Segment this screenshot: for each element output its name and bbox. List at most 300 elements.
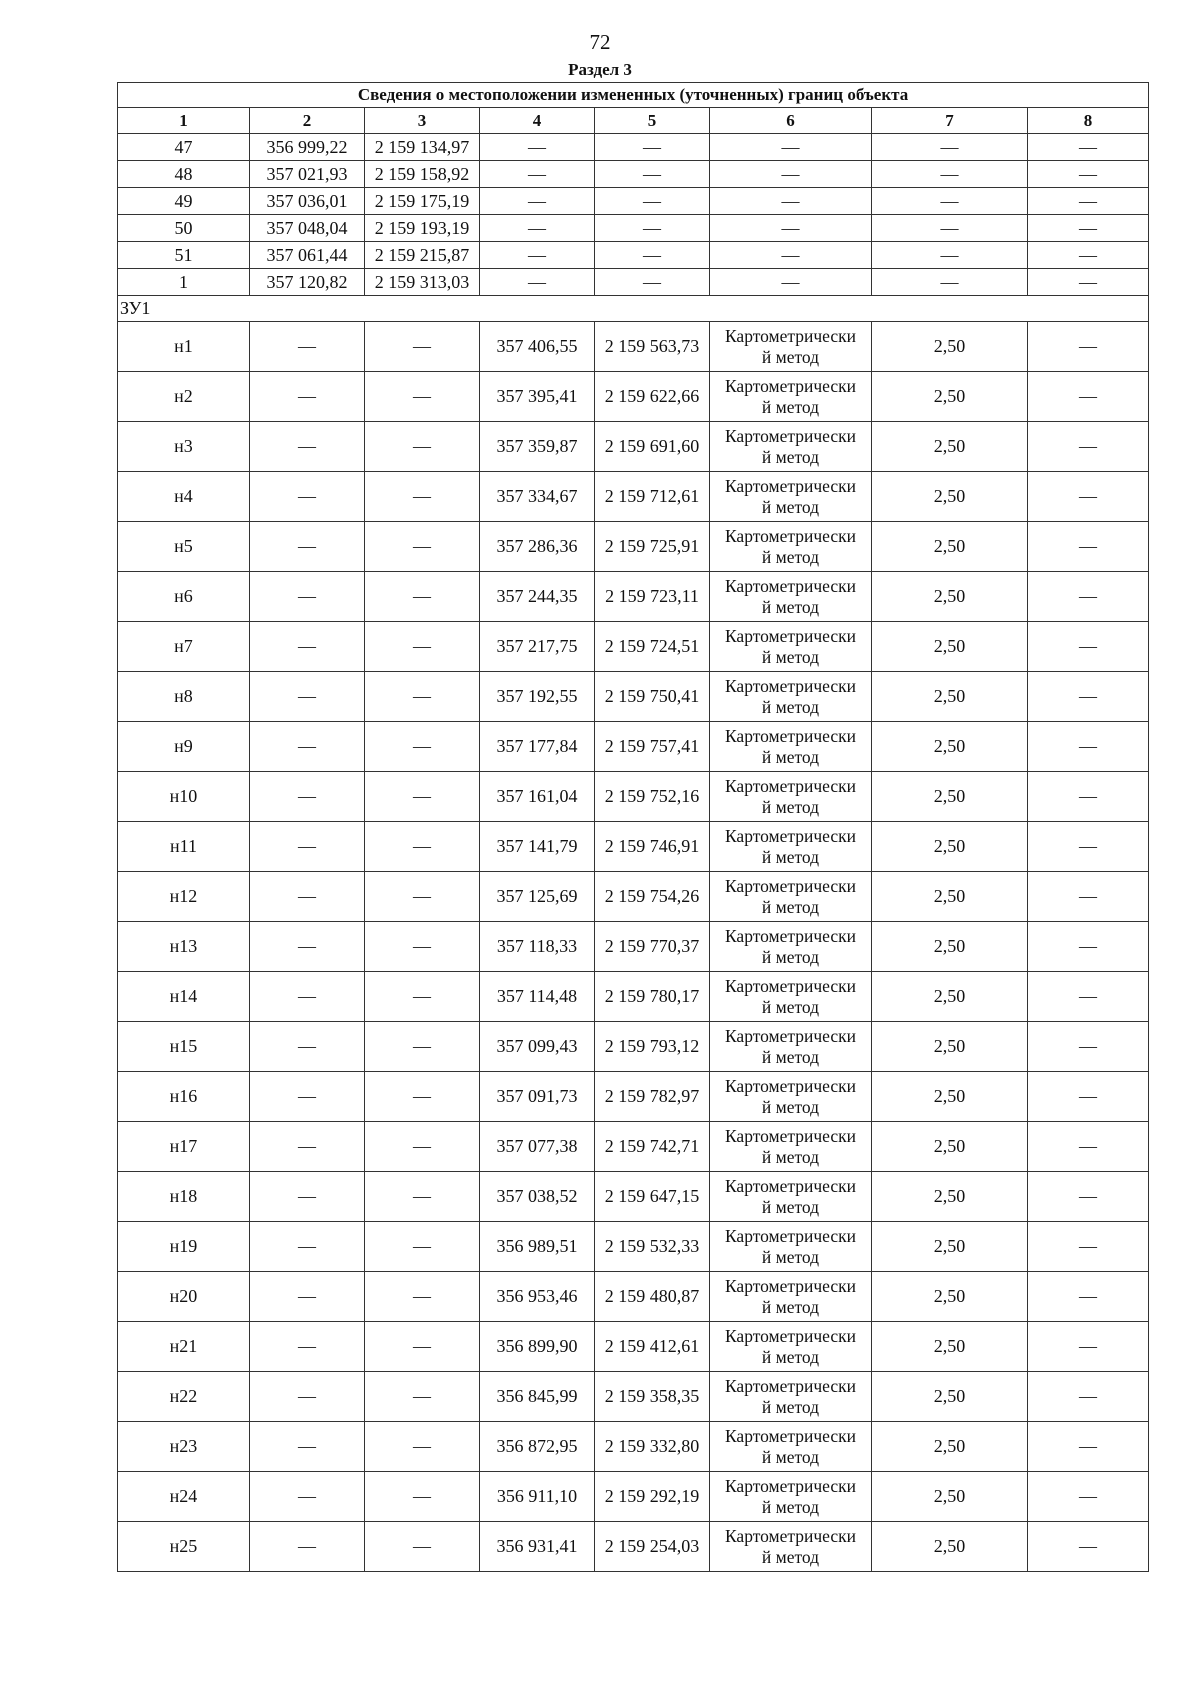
column-number: 1 [118, 108, 250, 134]
description: — [1028, 269, 1149, 296]
method-line: й метод [761, 796, 820, 817]
method [710, 1472, 872, 1522]
precision: — [872, 242, 1028, 269]
description: — [1028, 522, 1149, 572]
method [710, 472, 872, 522]
method: — [710, 161, 872, 188]
new-y-coordinate: 2 159 780,17 [595, 972, 710, 1022]
new-y-coordinate: 2 159 691,60 [595, 422, 710, 472]
point-id: н5 [118, 522, 250, 572]
new-y-coordinate: 2 159 480,87 [595, 1272, 710, 1322]
table-row [118, 1222, 1149, 1272]
precision: — [872, 269, 1028, 296]
method: — [710, 215, 872, 242]
precision: 2,50 [872, 1172, 1028, 1222]
precision: 2,50 [872, 572, 1028, 622]
precision: 2,50 [872, 522, 1028, 572]
old-x-coordinate: — [250, 1372, 365, 1422]
point-id: 48 [118, 161, 250, 188]
column-number: 2 [250, 108, 365, 134]
old-y-coordinate: 2 159 215,87 [365, 242, 480, 269]
new-y-coordinate: 2 159 358,35 [595, 1372, 710, 1422]
old-x-coordinate: 357 036,01 [250, 188, 365, 215]
old-x-coordinate: — [250, 1172, 365, 1222]
group-label: ЗУ1 [118, 296, 1149, 322]
method-line: й метод [761, 446, 820, 467]
description: — [1028, 472, 1149, 522]
old-y-coordinate: — [365, 872, 480, 922]
column-number: 3 [365, 108, 480, 134]
new-y-coordinate: 2 159 757,41 [595, 722, 710, 772]
table-row [118, 972, 1149, 1022]
description: — [1028, 1022, 1149, 1072]
column-number: 4 [480, 108, 595, 134]
point-id: н18 [118, 1172, 250, 1222]
new-x-coordinate: 357 217,75 [480, 622, 595, 672]
old-x-coordinate: — [250, 1272, 365, 1322]
precision: 2,50 [872, 622, 1028, 672]
new-x-coordinate: 357 161,04 [480, 772, 595, 822]
description: — [1028, 1422, 1149, 1472]
new-y-coordinate: 2 159 750,41 [595, 672, 710, 722]
method-line: Картометрически [724, 1275, 857, 1296]
precision: 2,50 [872, 1372, 1028, 1422]
description: — [1028, 1372, 1149, 1422]
description: — [1028, 372, 1149, 422]
old-y-coordinate: 2 159 175,19 [365, 188, 480, 215]
point-id: н20 [118, 1272, 250, 1322]
coordinates-table [117, 82, 1149, 1572]
point-id: н21 [118, 1322, 250, 1372]
new-y-coordinate: — [595, 134, 710, 161]
method-line: й метод [761, 1296, 820, 1317]
method-line: Картометрически [724, 1325, 857, 1346]
new-x-coordinate: 356 899,90 [480, 1322, 595, 1372]
table-row [118, 188, 1149, 215]
precision: 2,50 [872, 472, 1028, 522]
old-x-coordinate: — [250, 1022, 365, 1072]
point-id: н10 [118, 772, 250, 822]
point-id: н11 [118, 822, 250, 872]
precision: 2,50 [872, 1472, 1028, 1522]
precision: 2,50 [872, 822, 1028, 872]
old-y-coordinate: — [365, 722, 480, 772]
old-x-coordinate: — [250, 1072, 365, 1122]
precision: 2,50 [872, 1272, 1028, 1322]
table-body [118, 83, 1149, 1572]
precision: 2,50 [872, 672, 1028, 722]
precision: 2,50 [872, 1122, 1028, 1172]
description: — [1028, 872, 1149, 922]
column-number: 5 [595, 108, 710, 134]
new-x-coordinate: 356 872,95 [480, 1422, 595, 1472]
table-row [118, 772, 1149, 822]
new-x-coordinate: — [480, 242, 595, 269]
new-x-coordinate: 357 192,55 [480, 672, 595, 722]
column-number: 6 [710, 108, 872, 134]
old-x-coordinate: — [250, 822, 365, 872]
old-y-coordinate: — [365, 822, 480, 872]
point-id: 47 [118, 134, 250, 161]
table-caption: Сведения о местоположении измененных (уточненных) границ объекта [118, 83, 1149, 108]
old-y-coordinate: — [365, 322, 480, 372]
old-x-coordinate: — [250, 772, 365, 822]
method [710, 622, 872, 672]
description: — [1028, 1172, 1149, 1222]
old-y-coordinate: 2 159 134,97 [365, 134, 480, 161]
old-y-coordinate: 2 159 193,19 [365, 215, 480, 242]
method-line: Картометрически [724, 1125, 857, 1146]
old-x-coordinate: — [250, 322, 365, 372]
table-row [118, 1372, 1149, 1422]
description: — [1028, 722, 1149, 772]
old-y-coordinate: — [365, 772, 480, 822]
method-line: Картометрически [724, 625, 857, 646]
new-x-coordinate: 357 125,69 [480, 872, 595, 922]
method-line: й метод [761, 746, 820, 767]
method-line: й метод [761, 546, 820, 567]
method-line: й метод [761, 946, 820, 967]
table-row [118, 1522, 1149, 1572]
method-line: Картометрически [724, 1025, 857, 1046]
point-id: н16 [118, 1072, 250, 1122]
precision: 2,50 [872, 1422, 1028, 1472]
new-y-coordinate: 2 159 563,73 [595, 322, 710, 372]
precision: — [872, 215, 1028, 242]
old-y-coordinate: — [365, 472, 480, 522]
old-x-coordinate: — [250, 972, 365, 1022]
old-y-coordinate: — [365, 1022, 480, 1072]
method-line: Картометрически [724, 725, 857, 746]
precision: 2,50 [872, 372, 1028, 422]
new-y-coordinate: 2 159 752,16 [595, 772, 710, 822]
method [710, 672, 872, 722]
new-x-coordinate: 357 038,52 [480, 1172, 595, 1222]
method-line: Картометрически [724, 875, 857, 896]
old-x-coordinate: — [250, 372, 365, 422]
old-y-coordinate: — [365, 372, 480, 422]
table-row [118, 1172, 1149, 1222]
new-x-coordinate: — [480, 215, 595, 242]
new-y-coordinate: — [595, 242, 710, 269]
old-x-coordinate: — [250, 522, 365, 572]
page-number: 72 [589, 30, 611, 54]
method-line: Картометрически [724, 1075, 857, 1096]
new-y-coordinate: — [595, 269, 710, 296]
table-caption-row [118, 83, 1149, 108]
method [710, 422, 872, 472]
point-id: н24 [118, 1472, 250, 1522]
old-y-coordinate: — [365, 922, 480, 972]
precision: 2,50 [872, 1022, 1028, 1072]
description: — [1028, 822, 1149, 872]
description: — [1028, 1522, 1149, 1572]
old-y-coordinate: — [365, 1272, 480, 1322]
method: — [710, 242, 872, 269]
old-y-coordinate: — [365, 1172, 480, 1222]
method-line: Картометрически [724, 775, 857, 796]
new-x-coordinate: — [480, 161, 595, 188]
method-line: Картометрически [724, 475, 857, 496]
table-row [118, 872, 1149, 922]
point-id: н22 [118, 1372, 250, 1422]
method [710, 1172, 872, 1222]
precision: — [872, 161, 1028, 188]
table-row [118, 1322, 1149, 1372]
method-line: й метод [761, 696, 820, 717]
table-row [118, 1122, 1149, 1172]
description: — [1028, 672, 1149, 722]
table-row [118, 372, 1149, 422]
new-y-coordinate: 2 159 724,51 [595, 622, 710, 672]
table-row [118, 1072, 1149, 1122]
method-line: Картометрически [724, 575, 857, 596]
description: — [1028, 572, 1149, 622]
method-line: й метод [761, 1096, 820, 1117]
method-line: й метод [761, 1496, 820, 1517]
point-id: н25 [118, 1522, 250, 1572]
column-number-row [118, 108, 1149, 134]
precision: 2,50 [872, 722, 1028, 772]
method [710, 1422, 872, 1472]
table-row [118, 134, 1149, 161]
table-row [118, 1022, 1149, 1072]
new-x-coordinate: 356 989,51 [480, 1222, 595, 1272]
table-row [118, 1422, 1149, 1472]
method-line: Картометрически [724, 525, 857, 546]
table-row [118, 322, 1149, 372]
point-id: 51 [118, 242, 250, 269]
description: — [1028, 1122, 1149, 1172]
old-x-coordinate: — [250, 422, 365, 472]
method-line: й метод [761, 1446, 820, 1467]
precision: 2,50 [872, 972, 1028, 1022]
method [710, 1222, 872, 1272]
new-x-coordinate: — [480, 269, 595, 296]
description: — [1028, 215, 1149, 242]
method [710, 922, 872, 972]
new-y-coordinate: 2 159 622,66 [595, 372, 710, 422]
old-x-coordinate: — [250, 472, 365, 522]
table-row [118, 922, 1149, 972]
point-id: 1 [118, 269, 250, 296]
new-y-coordinate: 2 159 770,37 [595, 922, 710, 972]
old-x-coordinate: 357 061,44 [250, 242, 365, 269]
method-line: й метод [761, 1046, 820, 1067]
method-line: Картометрически [724, 925, 857, 946]
point-id: н14 [118, 972, 250, 1022]
method-line: й метод [761, 1146, 820, 1167]
method [710, 1122, 872, 1172]
old-x-coordinate: — [250, 1322, 365, 1372]
column-number: 8 [1028, 108, 1149, 134]
description: — [1028, 1222, 1149, 1272]
description: — [1028, 622, 1149, 672]
method-line: й метод [761, 1196, 820, 1217]
old-x-coordinate: — [250, 572, 365, 622]
method-line: Картометрически [724, 1225, 857, 1246]
old-y-coordinate: — [365, 572, 480, 622]
point-id: н4 [118, 472, 250, 522]
old-y-coordinate: — [365, 1522, 480, 1572]
point-id: н2 [118, 372, 250, 422]
old-x-coordinate: — [250, 1522, 365, 1572]
method [710, 772, 872, 822]
point-id: н23 [118, 1422, 250, 1472]
point-id: н3 [118, 422, 250, 472]
old-y-coordinate: — [365, 1072, 480, 1122]
old-y-coordinate: 2 159 158,92 [365, 161, 480, 188]
new-y-coordinate: 2 159 742,71 [595, 1122, 710, 1172]
old-y-coordinate: — [365, 522, 480, 572]
method: — [710, 134, 872, 161]
new-x-coordinate: 356 953,46 [480, 1272, 595, 1322]
method [710, 322, 872, 372]
point-id: н15 [118, 1022, 250, 1072]
method-line: Картометрически [724, 325, 857, 346]
column-number: 7 [872, 108, 1028, 134]
old-y-coordinate: 2 159 313,03 [365, 269, 480, 296]
new-x-coordinate: 357 091,73 [480, 1072, 595, 1122]
table-row [118, 472, 1149, 522]
new-y-coordinate: 2 159 292,19 [595, 1472, 710, 1522]
method [710, 572, 872, 622]
method-line: й метод [761, 646, 820, 667]
method-line: Картометрически [724, 975, 857, 996]
method [710, 1322, 872, 1372]
method: — [710, 188, 872, 215]
table-row [118, 161, 1149, 188]
method-line: й метод [761, 1396, 820, 1417]
old-y-coordinate: — [365, 622, 480, 672]
description: — [1028, 1322, 1149, 1372]
old-x-coordinate: 357 048,04 [250, 215, 365, 242]
new-x-coordinate: — [480, 134, 595, 161]
precision: — [872, 188, 1028, 215]
new-y-coordinate: 2 159 254,03 [595, 1522, 710, 1572]
group-row [118, 296, 1149, 322]
point-id: н7 [118, 622, 250, 672]
method-line: й метод [761, 1546, 820, 1567]
method-line: Картометрически [724, 1175, 857, 1196]
point-id: н6 [118, 572, 250, 622]
new-y-coordinate: 2 159 746,91 [595, 822, 710, 872]
new-y-coordinate: 2 159 647,15 [595, 1172, 710, 1222]
description: — [1028, 972, 1149, 1022]
method-line: й метод [761, 1346, 820, 1367]
description: — [1028, 242, 1149, 269]
precision: — [872, 134, 1028, 161]
new-y-coordinate: 2 159 793,12 [595, 1022, 710, 1072]
table-row [118, 622, 1149, 672]
description: — [1028, 1072, 1149, 1122]
method-line: Картометрически [724, 1375, 857, 1396]
old-y-coordinate: — [365, 1372, 480, 1422]
description: — [1028, 772, 1149, 822]
old-x-coordinate: — [250, 922, 365, 972]
new-y-coordinate: 2 159 712,61 [595, 472, 710, 522]
new-y-coordinate: 2 159 532,33 [595, 1222, 710, 1272]
point-id: н19 [118, 1222, 250, 1272]
table-row [118, 422, 1149, 472]
precision: 2,50 [872, 1322, 1028, 1372]
method-line: Картометрически [724, 675, 857, 696]
table-row [118, 522, 1149, 572]
method [710, 522, 872, 572]
method [710, 872, 872, 922]
table-row [118, 822, 1149, 872]
precision: 2,50 [872, 1072, 1028, 1122]
new-y-coordinate: 2 159 412,61 [595, 1322, 710, 1372]
point-id: н17 [118, 1122, 250, 1172]
old-x-coordinate: — [250, 1472, 365, 1522]
old-x-coordinate: 357 120,82 [250, 269, 365, 296]
section-title: Раздел 3 [568, 60, 632, 79]
description: — [1028, 422, 1149, 472]
new-x-coordinate: 357 177,84 [480, 722, 595, 772]
table-row [118, 1472, 1149, 1522]
precision: 2,50 [872, 772, 1028, 822]
old-x-coordinate: — [250, 1422, 365, 1472]
old-x-coordinate: — [250, 722, 365, 772]
method-line: Картометрически [724, 825, 857, 846]
new-x-coordinate: 357 406,55 [480, 322, 595, 372]
method-line: Картометрически [724, 425, 857, 446]
table-row [118, 242, 1149, 269]
method-line: й метод [761, 1246, 820, 1267]
method: — [710, 269, 872, 296]
new-y-coordinate: 2 159 782,97 [595, 1072, 710, 1122]
new-x-coordinate: 357 077,38 [480, 1122, 595, 1172]
precision: 2,50 [872, 422, 1028, 472]
method [710, 1272, 872, 1322]
old-y-coordinate: — [365, 1472, 480, 1522]
method-line: Картометрически [724, 1475, 857, 1496]
new-x-coordinate: 357 244,35 [480, 572, 595, 622]
point-id: н12 [118, 872, 250, 922]
old-y-coordinate: — [365, 972, 480, 1022]
old-x-coordinate: — [250, 1222, 365, 1272]
old-y-coordinate: — [365, 1322, 480, 1372]
method [710, 822, 872, 872]
point-id: н9 [118, 722, 250, 772]
method [710, 1372, 872, 1422]
new-x-coordinate: 357 141,79 [480, 822, 595, 872]
method [710, 1522, 872, 1572]
new-y-coordinate: 2 159 754,26 [595, 872, 710, 922]
precision: 2,50 [872, 922, 1028, 972]
precision: 2,50 [872, 322, 1028, 372]
description: — [1028, 1472, 1149, 1522]
description: — [1028, 322, 1149, 372]
method-line: й метод [761, 596, 820, 617]
old-x-coordinate: — [250, 872, 365, 922]
new-x-coordinate: 356 911,10 [480, 1472, 595, 1522]
description: — [1028, 1272, 1149, 1322]
method-line: й метод [761, 496, 820, 517]
new-y-coordinate: — [595, 161, 710, 188]
method [710, 1022, 872, 1072]
new-y-coordinate: 2 159 332,80 [595, 1422, 710, 1472]
method [710, 1072, 872, 1122]
new-y-coordinate: — [595, 188, 710, 215]
point-id: н8 [118, 672, 250, 722]
old-y-coordinate: — [365, 1422, 480, 1472]
point-id: 49 [118, 188, 250, 215]
point-id: н13 [118, 922, 250, 972]
table-row [118, 1272, 1149, 1322]
new-x-coordinate: 357 286,36 [480, 522, 595, 572]
